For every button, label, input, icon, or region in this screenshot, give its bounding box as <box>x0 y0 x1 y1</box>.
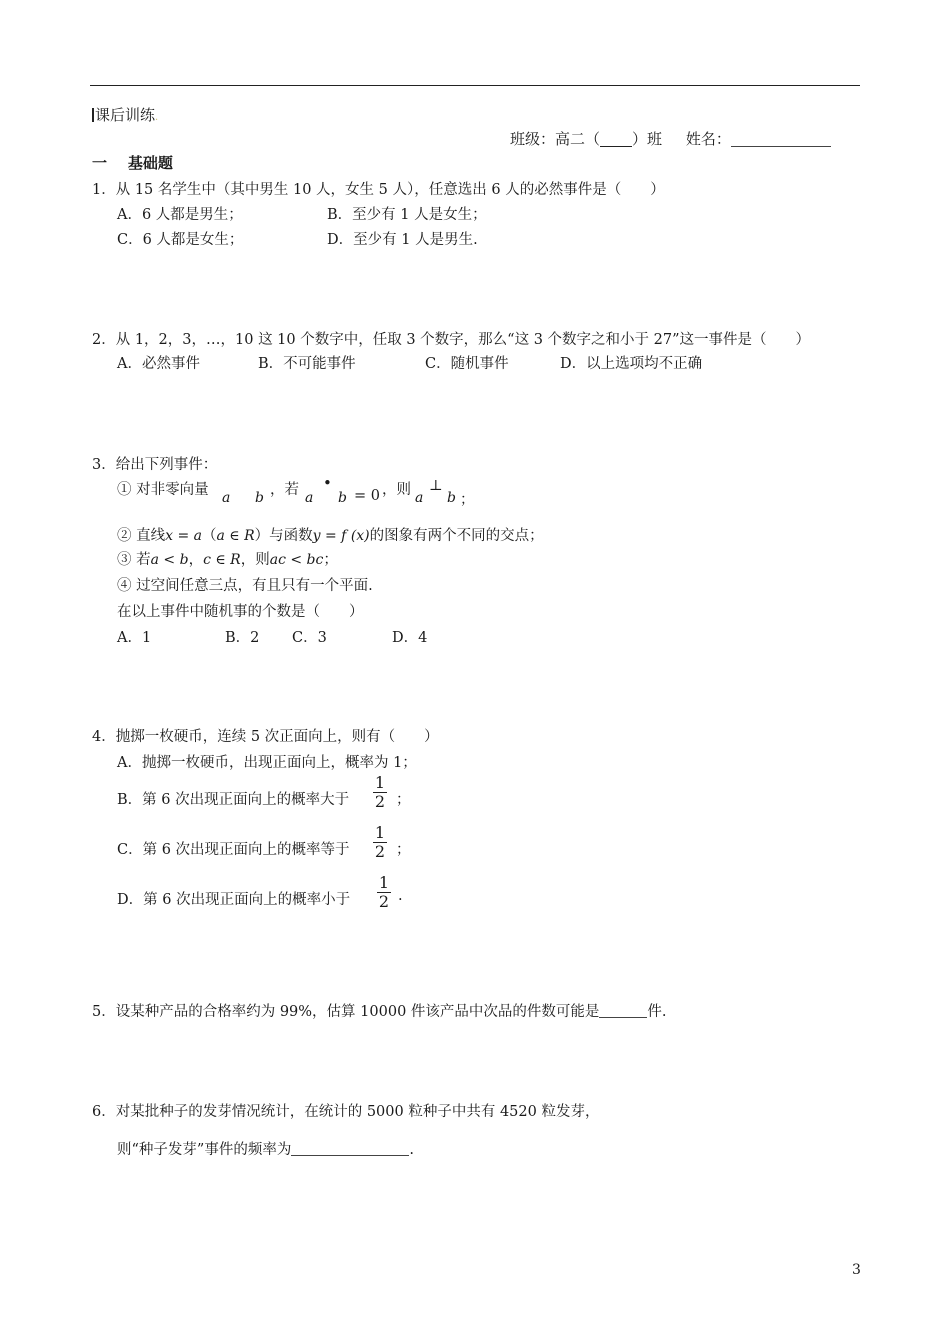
q4-option-d: D．第 6 次出现正面向上的概率小于 <box>117 892 351 908</box>
q3-item1-var-a2: a <box>305 490 314 506</box>
q5-text: 5．设某种产品的合格率约为 99%，估算 10000 件该产品中次品的件数可能是 件. <box>92 1004 667 1020</box>
q3-ask: 在以上事件中随机事的个数是（ ） <box>117 604 364 620</box>
q3-item1-dot: • <box>323 474 332 492</box>
q3-item1-var-b: b <box>255 490 264 506</box>
class-label: 班级：高二（ <box>510 130 601 148</box>
q2-stem: 2．从 1，2，3，…，10 这 10 个数字中，任取 3 个数字，那么“这 3 个数字之和小于 27”这一事件是（ ） <box>92 332 811 348</box>
section-heading: 一 基础题 <box>92 154 173 172</box>
q4-option-c: C．第 6 次出现正面向上的概率等于 <box>117 842 350 858</box>
q4-b-fraction: 1 2 <box>374 773 386 811</box>
q3-item1-end: ； <box>460 492 475 508</box>
q6-answer-blank[interactable] <box>291 1143 409 1156</box>
q3-item1-text-c: ，则 <box>382 482 411 498</box>
q4-stem: 4．抛掷一枚硬币，连续 5 次正面向上，则有（ ） <box>92 729 439 745</box>
q3-option-c: C．3 <box>292 630 327 646</box>
q3-item1-var-b3: b <box>447 490 456 506</box>
q3-item2: ② 直线x = a（a ∈ R）与函数y = f (x)的图象有两个不同的交点； <box>117 528 544 544</box>
class-blank[interactable] <box>600 132 632 147</box>
q3-option-b: B．2 <box>225 630 260 646</box>
header-rule <box>90 85 860 86</box>
q4-b-end: ； <box>396 792 411 808</box>
q6-line1: 6．对某批种子的发芽情况统计，在统计的 5000 粒种子中共有 4520 粒发芽， <box>92 1104 600 1120</box>
q1-option-b: B．至少有 1 人是女生； <box>327 207 487 223</box>
q3-item4: ④ 过空间任意三点，有且只有一个平面. <box>117 578 373 594</box>
q3-item1-text-b: ，若 <box>270 482 299 498</box>
q3-item1-perp: ⊥ <box>429 478 443 494</box>
q6-line2: 则“种子发芽”事件的频率为 . <box>117 1142 414 1158</box>
q2-option-b: B．不可能事件 <box>258 356 356 372</box>
name-blank[interactable] <box>731 132 831 147</box>
q1-option-d: D．至少有 1 人是男生. <box>327 232 478 248</box>
q2-option-c: C．随机事件 <box>425 356 509 372</box>
q3-option-a: A．1 <box>117 630 152 646</box>
q3-item1-text-a: ① 对非零向量 <box>117 482 209 498</box>
class-suffix: ）班 <box>632 130 663 148</box>
page-number: 3 <box>852 1262 861 1278</box>
q1-stem: 1．从 15 名学生中（其中男生 10 人，女生 5 人），任意选出 6 人的必然事件是（ ） <box>92 182 665 198</box>
q3-stem: 3．给出下列事件： <box>92 457 218 473</box>
q3-option-d: D．4 <box>392 630 428 646</box>
name-label: 姓名： <box>685 130 731 148</box>
q4-option-a: A．抛掷一枚硬币，出现正面向上，概率为 1； <box>117 755 417 771</box>
q4-d-end: . <box>398 888 403 904</box>
page-title: 课后训练. <box>92 104 158 125</box>
q4-c-end: ； <box>396 842 411 858</box>
q2-option-d: D．以上选项均不正确 <box>560 356 703 372</box>
q3-item3: ③ 若a < b，c ∈ R，则ac < bc； <box>117 552 338 568</box>
q2-option-a: A．必然事件 <box>117 356 200 372</box>
q5-answer-blank[interactable] <box>599 1005 647 1018</box>
q1-option-c: C．6 人都是女生； <box>117 232 244 248</box>
q3-item1-var-a3: a <box>415 490 424 506</box>
q4-d-fraction: 1 2 <box>378 873 390 911</box>
q3-item1-var-a: a <box>222 490 231 506</box>
q4-c-fraction: 1 2 <box>374 823 386 861</box>
q4-option-b: B．第 6 次出现正面向上的概率大于 <box>117 792 350 808</box>
q3-item1-var-b2: b <box>338 490 347 506</box>
q3-item1-eq0: = 0 <box>354 488 380 504</box>
class-name-line <box>510 128 831 149</box>
q1-option-a: A．6 人都是男生； <box>117 207 243 223</box>
